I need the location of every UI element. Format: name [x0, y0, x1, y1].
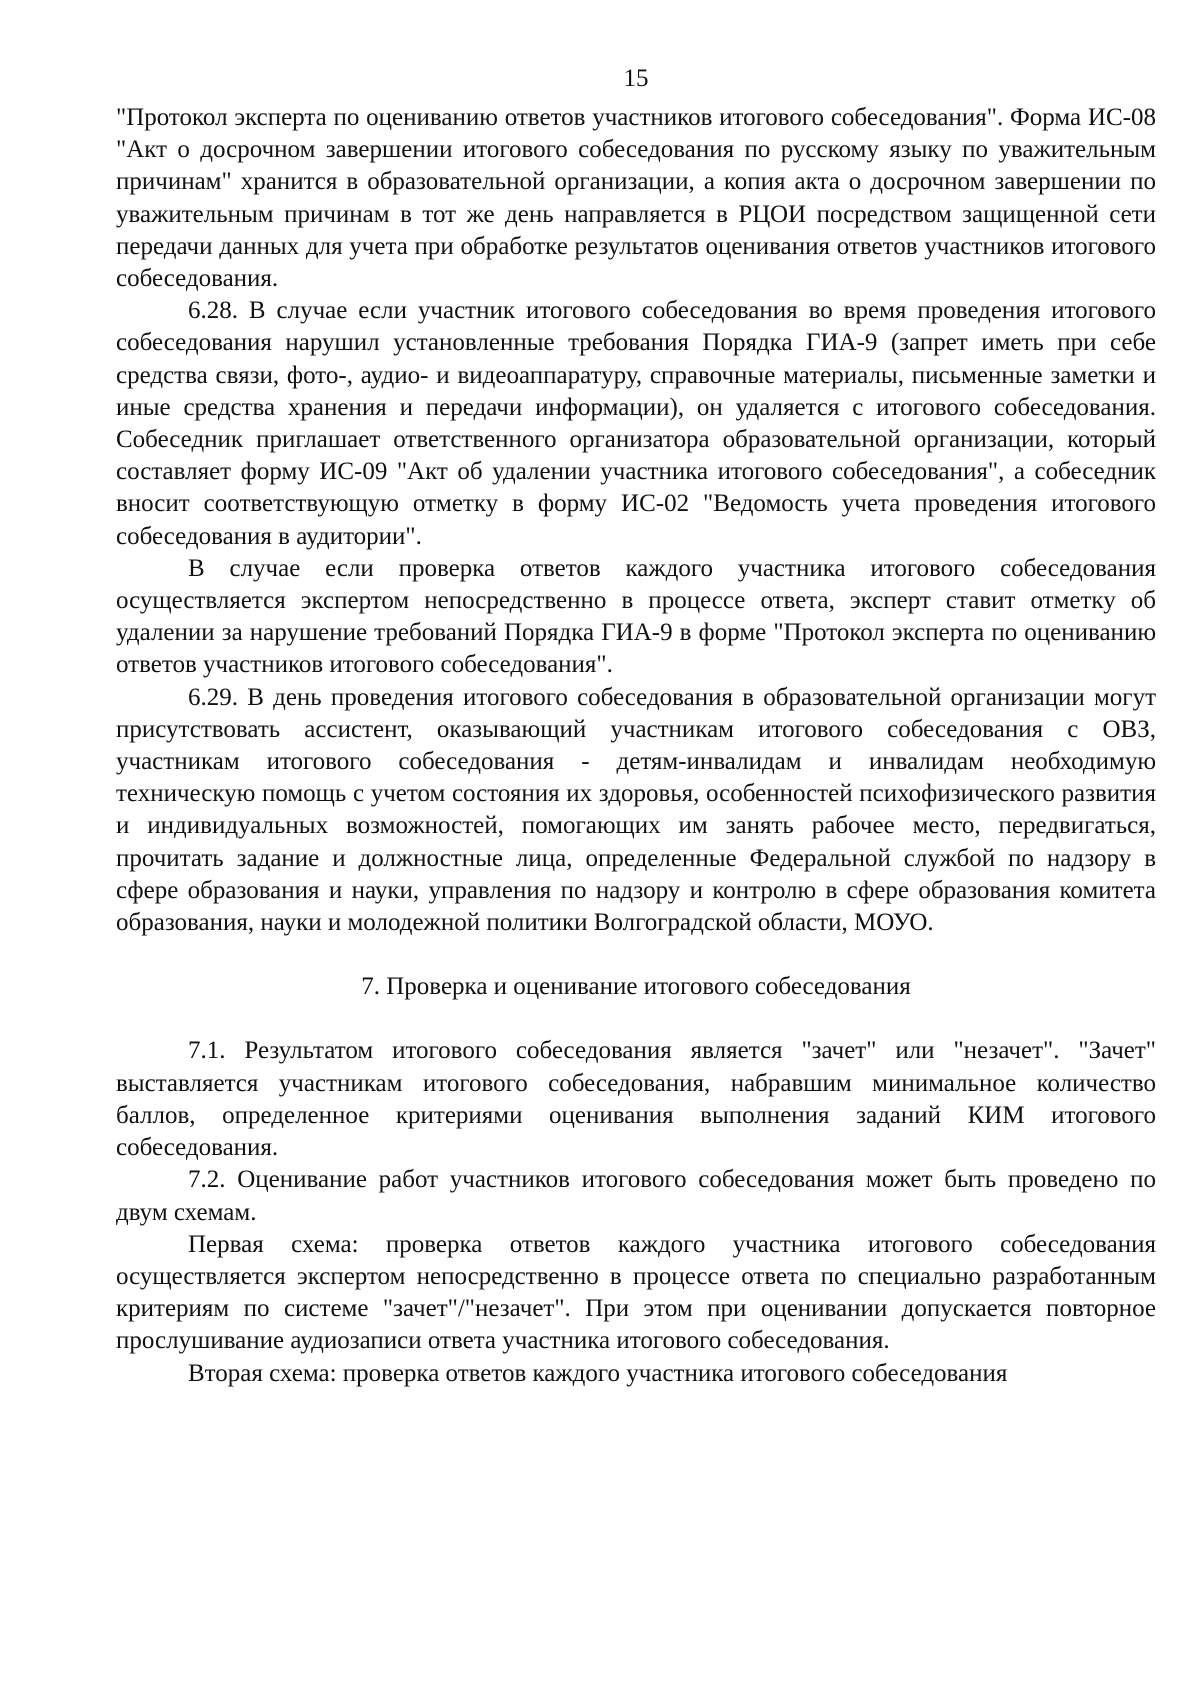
paragraph-first-scheme: Первая схема: проверка ответов каждого участника итогового собеседования осуществляется экспертом непосредственно в процессе ответа по специально разработанным критериям по системе "зачет"/"незачет". При этом при оценивании допускается повторное прослушивание аудиозаписи ответа участника итогового собеседования.	[116, 1230, 1156, 1355]
paragraph-7-1: 7.1. Результатом итогового собеседования является "зачет" или "незачет". "Зачет" выставляется участникам итогового собеседования, набравшим минимальное количество баллов, определенное критериями оценивания выполнения заданий КИМ итогового собеседования.	[116, 1037, 1156, 1162]
paragraph-6-28: 6.28. В случае если участник итогового собеседования во время проведения итогового собеседования нарушил установленные требования Порядка ГИА-9 (запрет иметь при себе средства связи, фото-, аудио- и видеоаппаратуру, справочные материалы, письменные заметки и иные средства хранения и передачи информации), он удаляется с итогового собеседования. Собеседник приглашает ответственного организатора образовательной организации, который составляет форму ИС-09 "Акт об удалении участника итогового собеседования", а собеседник вносит соответствующую отметку в форму ИС-02 "Ведомость учета проведения итогового собеседования в аудитории".	[116, 297, 1156, 550]
paragraph-continuation: "Протокол эксперта по оцениванию ответов участников итогового собеседования". Форма ИС-08 "Акт о досрочном завершении итогового собеседования по русскому языку по уважительным причинам" хранится в образовательной организации, а копия акта о досрочном завершении по уважительным причинам в тот же день направляется в РЦОИ посредством защищенной сети передачи данных для учета при обработке результатов оценивания ответов участников итогового собеседования.	[116, 104, 1156, 293]
page-number: 15	[623, 65, 649, 92]
document-page	[116, 62, 1156, 1390]
section-heading: 7. Проверка и оценивание итогового собеседования	[361, 973, 911, 1001]
paragraph-6-28-expert: В случае если проверка ответов каждого участника итогового собеседования осуществляется экспертом непосредственно в процессе ответа, эксперт ставит отметку об удалении за нарушение требований Порядка ГИА-9 в форме "Протокол эксперта по оцениванию ответов участников итогового собеседования".	[116, 554, 1156, 679]
paragraph-second-scheme: Вторая схема: проверка ответов каждого участника итогового собеседования	[188, 1359, 1008, 1387]
paragraph-7-2: 7.2. Оценивание работ участников итогового собеседования может быть проведено по двум схемам.	[116, 1166, 1156, 1226]
paragraph-6-29: 6.29. В день проведения итогового собеседования в образовательной организации могут присутствовать ассистент, оказывающий участникам итогового собеседования с ОВЗ, участникам итогового собеседования - детям-инвалидам и инвалидам необходимую техническую помощь с учетом состояния их здоровья, особенностей психофизического развития и индивидуальных возможностей, помогающих им занять рабочее место, передвигаться, прочитать задание и должностные лица, определенные Федеральной службой по надзору в сфере образования и науки, управления по надзору и контролю в сфере образования комитета образования, науки и молодежной политики Волгоградской области, МОУО.	[116, 683, 1156, 937]
